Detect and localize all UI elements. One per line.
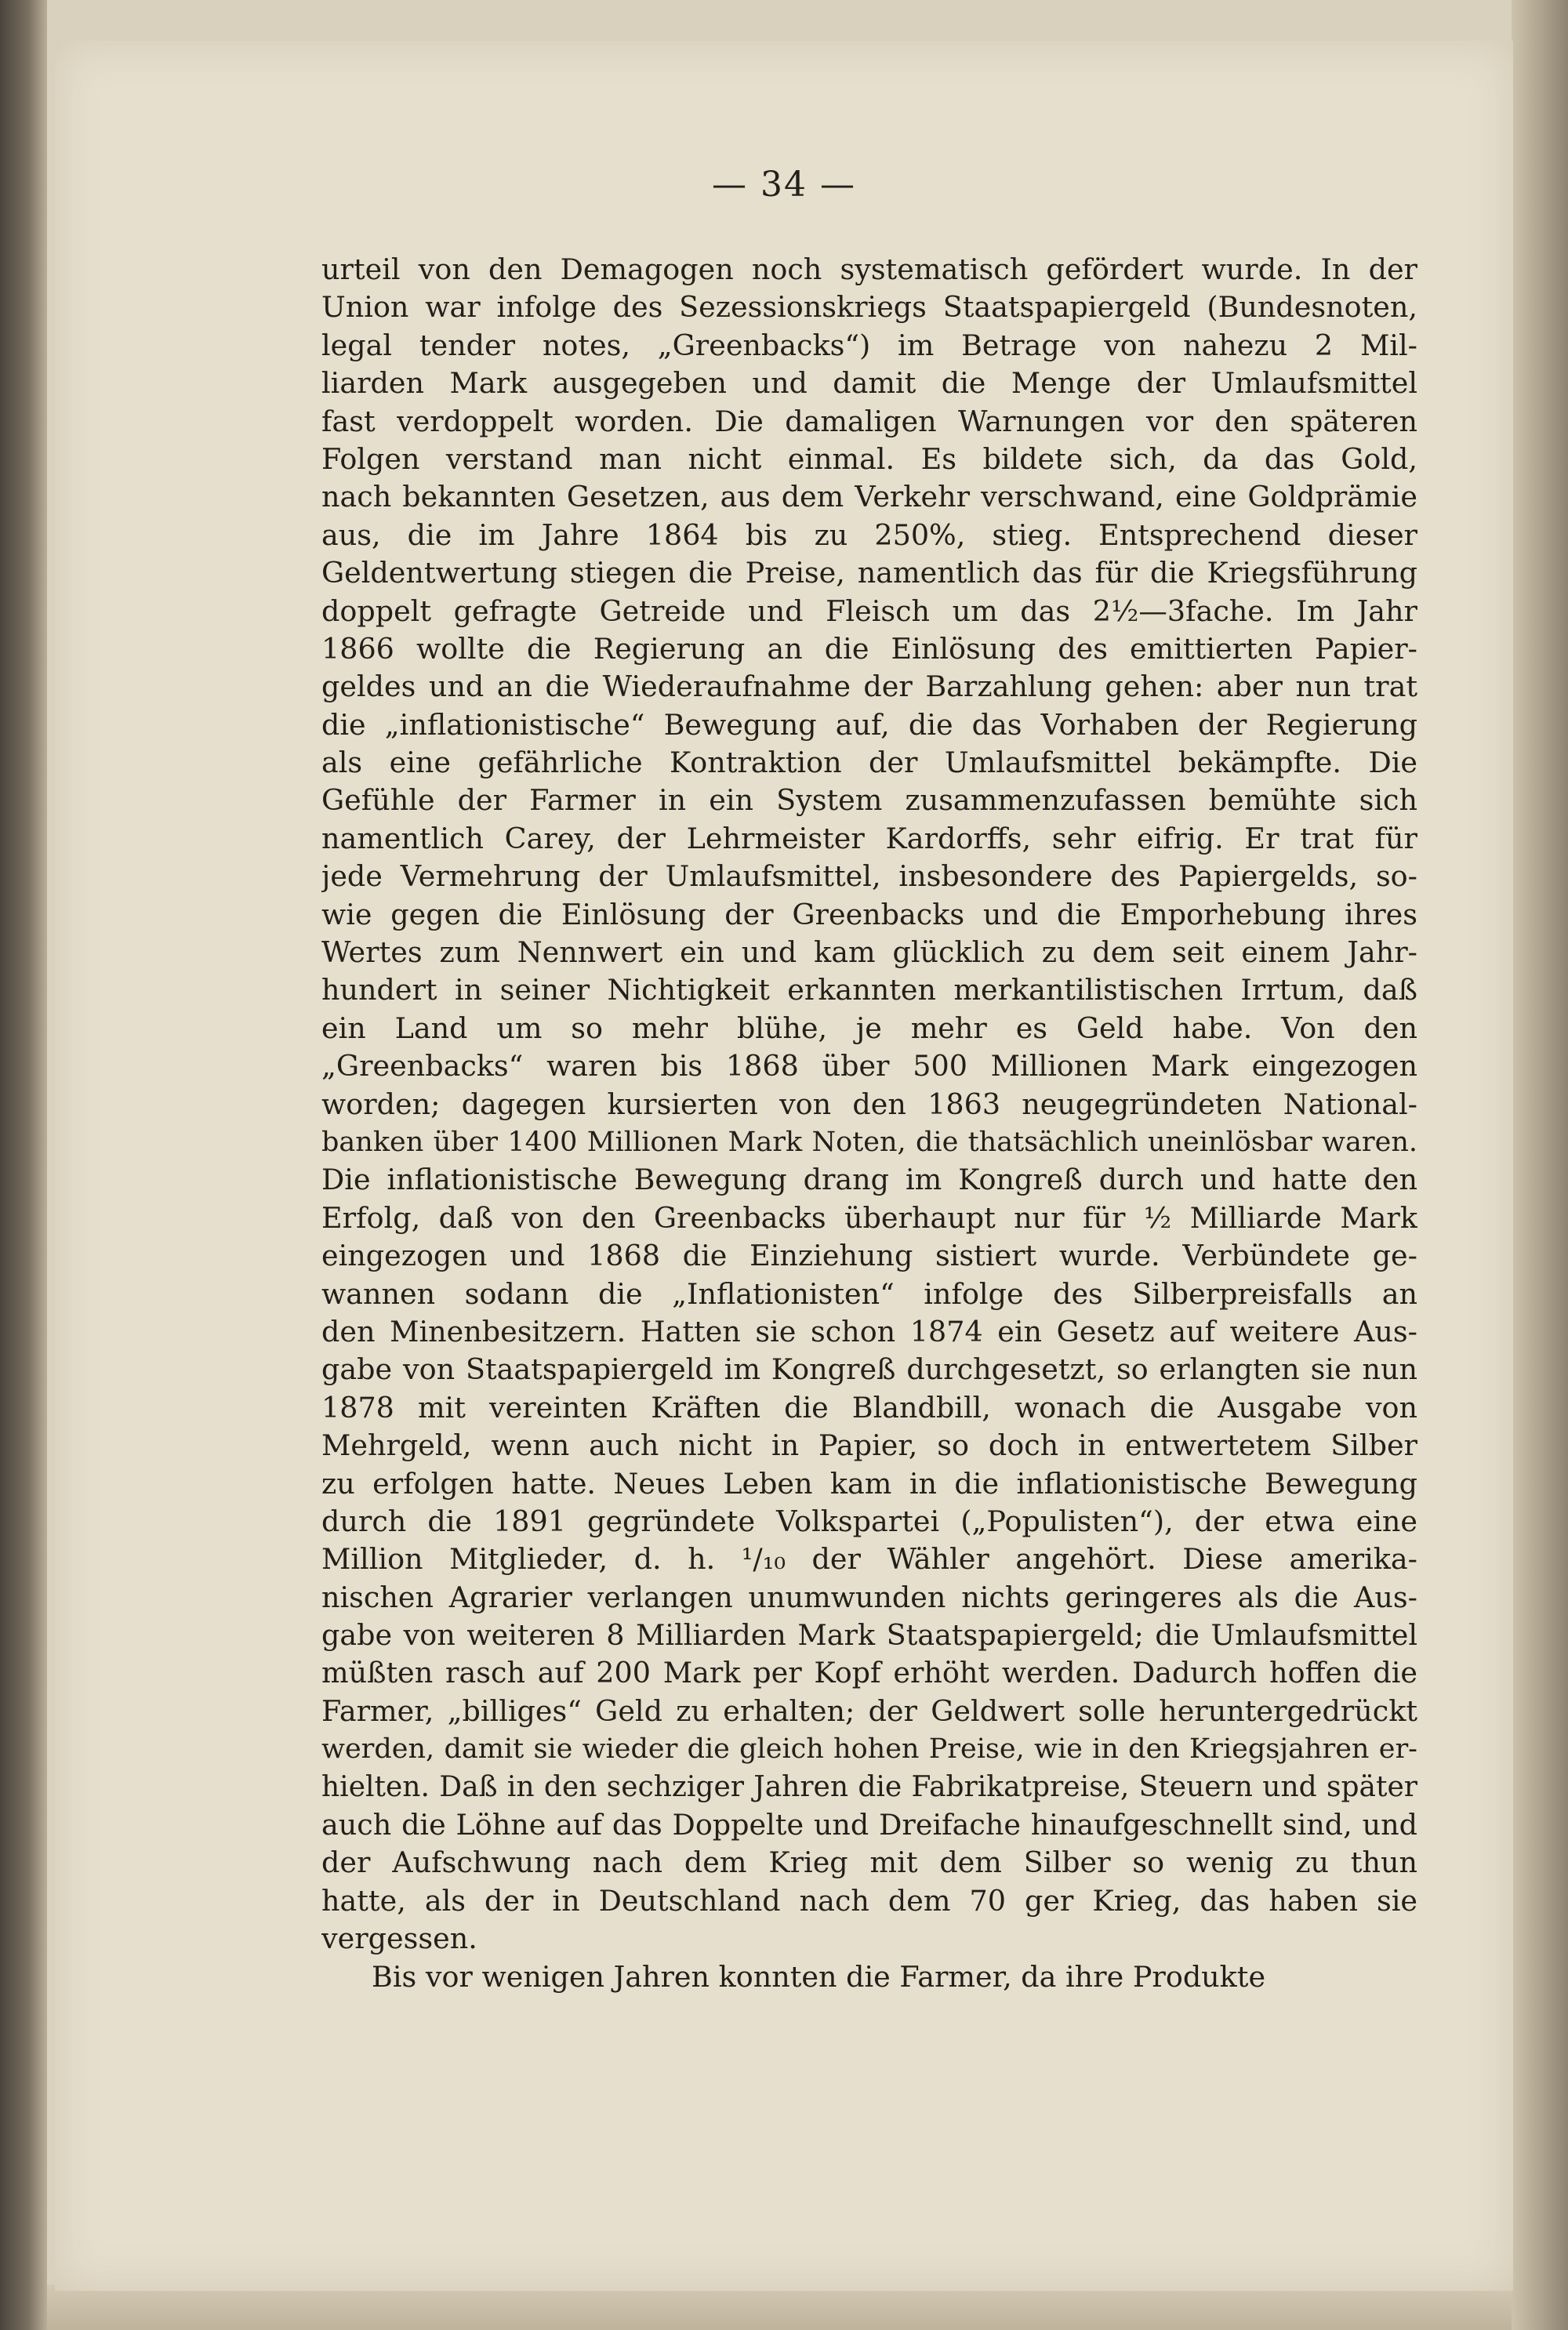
text-line: Million Mitglieder, d. h. ¹/₁₀ der Wähler angehört. Diese amerika- <box>321 1542 1417 1577</box>
text-line: „Greenbacks“ waren bis 1868 über 500 Millionen Mark eingezogen <box>321 1049 1417 1083</box>
text-line: Gefühle der Farmer in ein System zusammenzufassen bemühte sich <box>321 783 1417 818</box>
text-line: aus, die im Jahre 1864 bis zu 250%, stieg. Entsprechend dieser <box>321 517 1417 552</box>
text-line: durch die 1891 gegründete Volkspartei („Populisten“), der etwa eine <box>321 1504 1417 1538</box>
text-line: den Minenbesitzern. Hatten sie schon 1874 ein Gesetz auf weitere Aus- <box>321 1314 1417 1348</box>
text-line: Bis vor wenigen Jahren konnten die Farmer, da ihre Produkte <box>372 1959 1266 1994</box>
text-line: Mehrgeld, wenn auch nicht in Papier, so doch in entwertetem Silber <box>321 1428 1417 1463</box>
text-line: namentlich Carey, der Lehrmeister Kardorffs, sehr eifrig. Er trat für <box>321 821 1417 855</box>
text-line: auch die Löhne auf das Doppelte und Dreifache hinaufgeschnellt sind, und <box>321 1808 1417 1842</box>
text-line: eingezogen und 1868 die Einziehung sistiert wurde. Verbündete ge- <box>321 1239 1417 1273</box>
text-line: worden; dagegen kursierten von den 1863 neugegründeten National- <box>321 1087 1417 1121</box>
text-line: Wertes zum Nennwert ein und kam glücklich zu dem seit einem Jahr- <box>321 935 1417 970</box>
text-line: liarden Mark ausgegeben und damit die Menge der Umlaufsmittel <box>321 366 1417 401</box>
text-line: geldes und an die Wiederaufnahme der Barzahlung gehen: aber nun trat <box>321 670 1417 704</box>
text-line: hatte, als der in Deutschland nach dem 70 ger Krieg, das haben sie <box>321 1883 1417 1918</box>
text-line: Erfolg, daß von den Greenbacks überhaupt nur für ½ Milliarde Mark <box>321 1200 1417 1235</box>
text-line: gabe von Staatspapiergeld im Kongreß durchgesetzt, so erlangten sie nun <box>321 1352 1417 1387</box>
text-line: die „inflationistische“ Bewegung auf, die das Vorhaben der Regierung <box>321 707 1417 742</box>
text-line: der Aufschwung nach dem Krieg mit dem Silber so wenig zu thun <box>321 1845 1417 1880</box>
body-text <box>321 251 1417 1996</box>
text-line: doppelt gefragte Getreide und Fleisch um das 2½—3fache. Im Jahr <box>321 593 1417 628</box>
text-line: nach bekannten Gesetzen, aus dem Verkehr verschwand, eine Goldprämie <box>321 480 1417 514</box>
text-line: urteil von den Demagogen noch systematisch gefördert wurde. In der <box>321 252 1417 286</box>
text-line: Geldentwertung stiegen die Preise, namentlich das für die Kriegsführung <box>321 556 1417 590</box>
book-gutter <box>0 0 47 2330</box>
text-line: gabe von weiteren 8 Milliarden Mark Staatspapiergeld; die Umlaufsmittel <box>321 1618 1417 1653</box>
text-line: 1866 wollte die Regierung an die Einlösung des emittierten Papier- <box>321 631 1417 666</box>
page-edges-right <box>1512 0 1568 2330</box>
text-line: vergessen. <box>321 1922 477 1956</box>
text-line: als eine gefährliche Kontraktion der Umlaufsmittel bekämpfte. Die <box>321 746 1417 780</box>
text-line: 1878 mit vereinten Kräften die Blandbill, wonach die Ausgabe von <box>321 1390 1417 1424</box>
text-line: zu erfolgen hatte. Neues Leben kam in die inflationistische Bewegung <box>321 1466 1417 1501</box>
text-line: wie gegen die Einlösung der Greenbacks und die Emporhebung ihres <box>321 897 1417 931</box>
page-edges-bottom <box>47 2285 1512 2330</box>
text-line: fast verdoppelt worden. Die damaligen Warnungen vor den späteren <box>321 404 1417 438</box>
page-paper <box>55 41 1513 2291</box>
text-line: Union war infolge des Sezessionskriegs Staatspapiergeld (Bundesnoten, <box>321 290 1417 325</box>
text-line: jede Vermehrung der Umlaufsmittel, insbesondere des Papiergelds, so- <box>321 859 1417 894</box>
text-line: hundert in seiner Nichtigkeit erkannten merkantilistischen Irrtum, daß <box>321 973 1417 1007</box>
text-line: wannen sodann die „Inflationisten“ infolge des Silberpreisfalls an <box>321 1276 1417 1311</box>
text-line: legal tender notes, „Greenbacks“) im Betrage von nahezu 2 Mil- <box>321 328 1417 362</box>
text-line: Folgen verstand man nicht einmal. Es bildete sich, da das Gold, <box>321 441 1417 476</box>
text-line: ein Land um so mehr blühe, je mehr es Geld habe. Von den <box>321 1011 1417 1045</box>
text-line: banken über 1400 Millionen Mark Noten, die thatsächlich uneinlösbar waren. <box>321 1126 1417 1158</box>
text-line: hielten. Daß in den sechziger Jahren die Fabrikatpreise, Steuern und später <box>321 1770 1417 1803</box>
text-line: nischen Agrarier verlangen unumwunden nichts geringeres als die Aus- <box>321 1580 1417 1614</box>
text-line: werden, damit sie wieder die gleich hohen Preise, wie in den Kriegsjahren er- <box>321 1733 1417 1766</box>
text-line: Die inflationistische Bewegung drang im Kongreß durch und hatte den <box>321 1163 1417 1197</box>
page-number: — 34 — <box>712 165 856 205</box>
text-line: müßten rasch auf 200 Mark per Kopf erhöht werden. Dadurch hoffen die <box>321 1656 1417 1690</box>
text-line: Farmer, „billiges“ Geld zu erhalten; der Geldwert solle heruntergedrückt <box>321 1693 1417 1728</box>
